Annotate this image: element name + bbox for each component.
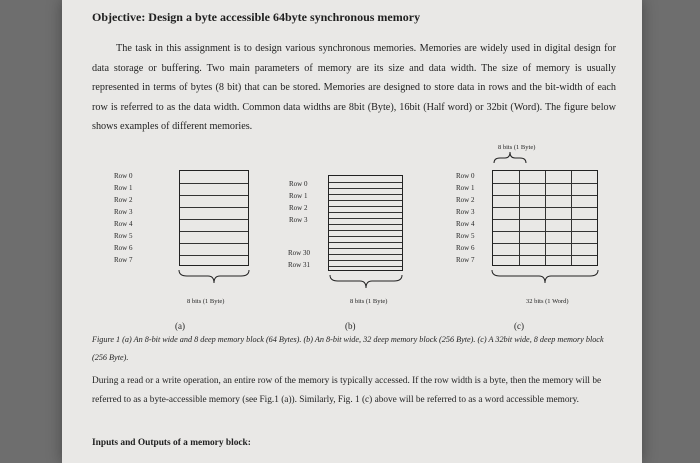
- row-label: Row 1: [289, 192, 308, 200]
- figure-caption: Figure 1 (a) An 8-bit wide and 8 deep memory block (64 Bytes). (b) An 8-bit wide, 32 deep memory block (256 Byte). (c) A 32bit wide, 8 deep memory block (256 Byte).: [92, 335, 604, 362]
- document-page: [62, 0, 642, 463]
- fig-a-width-label: 8 bits (1 Byte): [187, 298, 225, 305]
- access-paragraph: During a read or a write operation, an entire row of the memory is typically accessed. If the row width is a byte, then the memory will be referred to as a byte-accessible memory (see Fig.1 (a)). Similarly, Fig. 1 (c) above will be referred to as a word accessible memory.: [92, 376, 602, 405]
- row-label: Row 7: [114, 256, 133, 264]
- fig-a-memory-grid: [179, 170, 249, 266]
- fig-b-row-labels-top: [289, 178, 307, 226]
- page-title: Objective: Design a byte accessible 64byte synchronous memory: [92, 10, 421, 24]
- row-label: Row 0: [114, 172, 133, 180]
- row-label: Row 0: [289, 180, 308, 188]
- row-label: Row 7: [456, 256, 475, 264]
- row-label: Row 2: [114, 196, 133, 204]
- fig-c-row-labels: [456, 170, 474, 266]
- row-label: Row 1: [456, 184, 475, 192]
- fig-a-brace-icon: [177, 269, 251, 285]
- fig-a-row-labels: [114, 170, 132, 266]
- fig-b-sub-label: (b): [345, 321, 356, 331]
- fig-b-memory-grid: [328, 175, 403, 271]
- row-label: Row 31: [288, 261, 310, 269]
- row-label: Row 6: [456, 244, 475, 252]
- intro-paragraph: The task in this assignment is to design various synchronous memories. Memories are widely used in digital design for data storage or buffering. Two main parameters of memory are its size and data width. The size of memory is usually represented in terms of bytes (8 bit) that can be stored. Memories are designed to store data in rows and the bit-width of each row is referred to as the data width. Common data widths are 8bit (Byte), 16bit (Half word) or 32bit (Word). The figure below shows examples of different memories.: [92, 43, 616, 132]
- fig-b-row-labels-bottom: [288, 247, 310, 271]
- fig-c-top-label: 8 bits (1 Byte): [498, 144, 536, 151]
- row-label: Row 2: [456, 196, 475, 204]
- row-label: Row 5: [114, 232, 133, 240]
- fig-a-sub-label: (a): [175, 321, 185, 331]
- row-label: Row 0: [456, 172, 475, 180]
- section-heading: Inputs and Outputs of a memory block:: [92, 438, 251, 448]
- fig-c-sub-label: (c): [514, 321, 524, 331]
- fig-b-brace-icon: [328, 274, 404, 290]
- fig-c-top-brace-icon: [492, 150, 528, 164]
- row-label: Row 5: [456, 232, 475, 240]
- row-label: Row 4: [456, 220, 475, 228]
- fig-c-brace-icon: [490, 269, 600, 285]
- row-label: Row 6: [114, 244, 133, 252]
- fig-c-memory-grid: [492, 170, 598, 266]
- row-label: Row 3: [114, 208, 133, 216]
- row-label: Row 1: [114, 184, 133, 192]
- row-label: Row 2: [289, 204, 308, 212]
- row-label: Row 30: [288, 249, 310, 257]
- fig-b-width-label: 8 bits (1 Byte): [350, 298, 388, 305]
- memory-figure: [62, 140, 642, 350]
- row-label: Row 3: [289, 216, 308, 224]
- row-label: Row 3: [456, 208, 475, 216]
- fig-c-width-label: 32 bits (1 Word): [526, 298, 569, 305]
- row-label: Row 4: [114, 220, 133, 228]
